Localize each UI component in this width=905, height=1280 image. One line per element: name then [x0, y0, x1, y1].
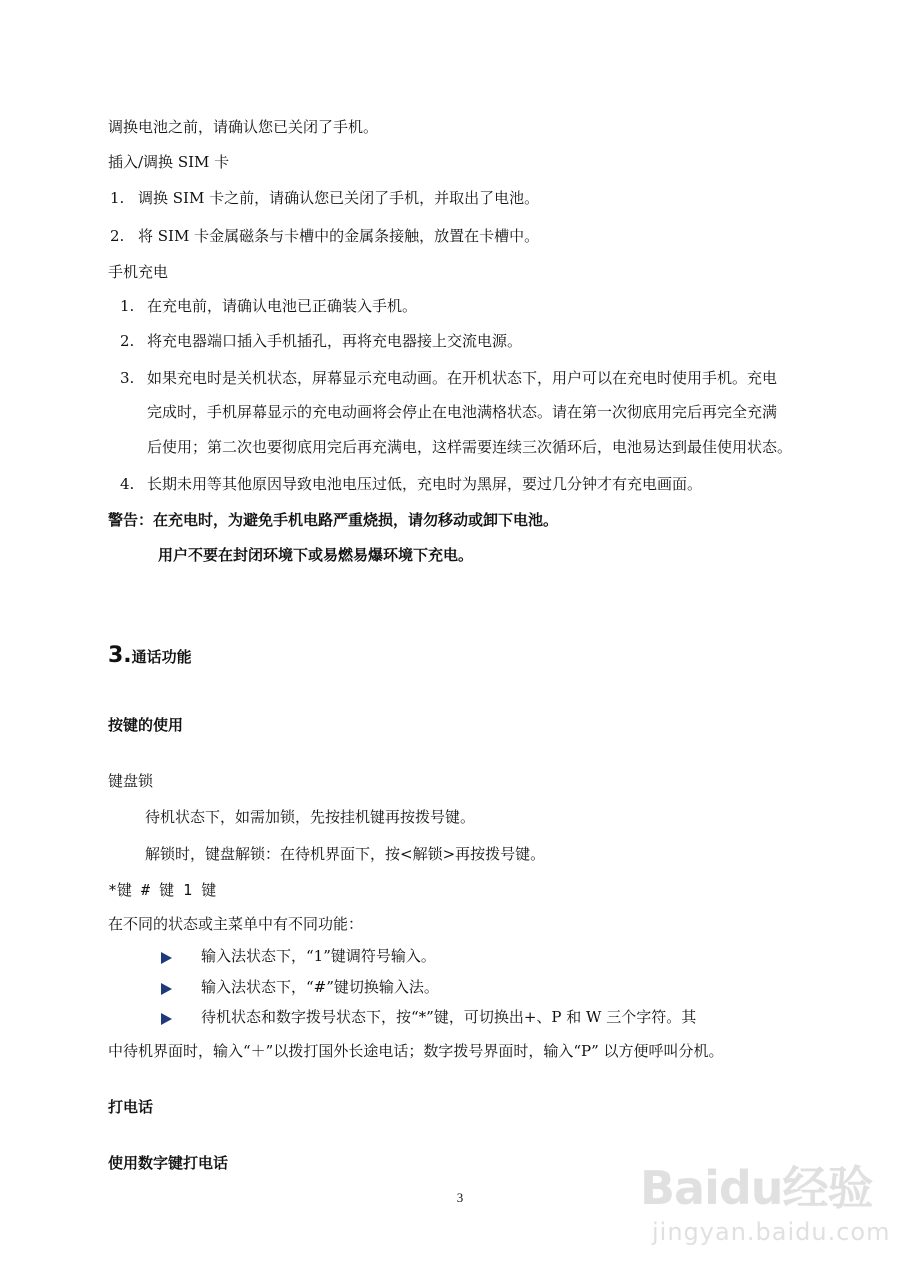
charging-item-2-text: 将充电器端口插入手机插孔，再将充电器接上交流电源。 — [147, 332, 523, 350]
sim-item-2-text: 将 SIM 卡金属磁条与卡槽中的金属条接触，放置在卡槽中。 — [138, 227, 540, 245]
charging-item-3-line-1: 如果充电时是关机状态，屏幕显示充电动画。在开机状态下，用户可以在充电时使用手机。充电 — [147, 369, 778, 387]
bullet-arrow-icon — [161, 1013, 172, 1025]
bullet-item-3-continuation: 中待机界面时，输入“＋”以拨打国外长途电话；数字拨号界面时，输入“P” 以方便呼叫分机。 — [108, 1042, 724, 1060]
baidu-logo: Baidu经验 — [640, 1161, 873, 1215]
section-3-number: 3. — [108, 643, 132, 668]
battery-note: 调换电池之前，请确认您已关闭了手机。 — [108, 118, 379, 136]
sim-item-1-number: 1. — [110, 189, 125, 207]
modes-intro: 在不同的状态或主菜单中有不同功能： — [108, 915, 364, 933]
dial-heading: 使用数字键打电话 — [108, 1154, 229, 1172]
baidu-watermark — [640, 1152, 891, 1270]
bullet-arrow-icon — [161, 952, 172, 964]
charging-item-1-number: 1. — [120, 297, 135, 315]
charging-item-2-number: 2. — [120, 332, 135, 350]
charging-item-4-text: 长期未用等其他原因导致电池电压过低，充电时为黑屏，要过几分钟才有充电画面。 — [147, 475, 703, 493]
section-3-title: 通话功能 — [131, 648, 192, 666]
charging-item-3-line-2: 完成时，手机屏幕显示的充电动画将会停止在电池满格状态。请在第一次彻底用完后再完全充满 — [147, 403, 778, 421]
sim-heading: 插入/调换 SIM 卡 — [108, 153, 230, 171]
section-3-heading — [108, 643, 192, 670]
sim-item-2-number: 2. — [110, 227, 125, 245]
charging-warning-2: 用户不要在封闭环境下或易燃易爆环境下充电。 — [158, 546, 474, 564]
keylock-heading: 键盘锁 — [108, 772, 154, 790]
charging-warning: 警告：在充电时，为避免手机电路严重烧损，请勿移动或卸下电池。 — [108, 511, 559, 529]
bullet-item-3: 待机状态和数字拨号状态下，按“*”键，可切换出+、P 和 W 三个字符。其 — [201, 1008, 697, 1026]
page-number: 3 — [456, 1190, 464, 1205]
sim-item-1-text: 调换 SIM 卡之前，请确认您已关闭了手机，并取出了电池。 — [138, 189, 540, 207]
keylock-line-1: 待机状态下，如需加锁，先按挂机键再按拨号键。 — [145, 808, 476, 826]
keylock-line-2: 解锁时，键盘解锁：在待机界面下，按<解锁>再按拨号键。 — [145, 845, 546, 863]
bullet-arrow-icon — [161, 983, 172, 995]
charging-heading: 手机充电 — [108, 263, 169, 281]
bullet-item-1: 输入法状态下，“1”键调符号输入。 — [201, 947, 436, 965]
charging-item-1-text: 在充电前，请确认电池已正确装入手机。 — [147, 297, 418, 315]
special-keys: *键 # 键 1 键 — [108, 881, 217, 899]
charging-item-3-line-3: 后使用；第二次也要彻底用完后再充满电，这样需要连续三次循环后，电池易达到最佳使用状态。 — [147, 438, 793, 456]
keys-heading: 按键的使用 — [108, 716, 184, 734]
watermark-url: jingyan.baidu.com — [652, 1218, 891, 1246]
charging-item-3-number: 3. — [120, 369, 135, 387]
call-heading: 打电话 — [108, 1098, 154, 1116]
charging-item-4-number: 4. — [120, 475, 135, 493]
bullet-item-2: 输入法状态下，“#”键切换输入法。 — [201, 978, 439, 996]
